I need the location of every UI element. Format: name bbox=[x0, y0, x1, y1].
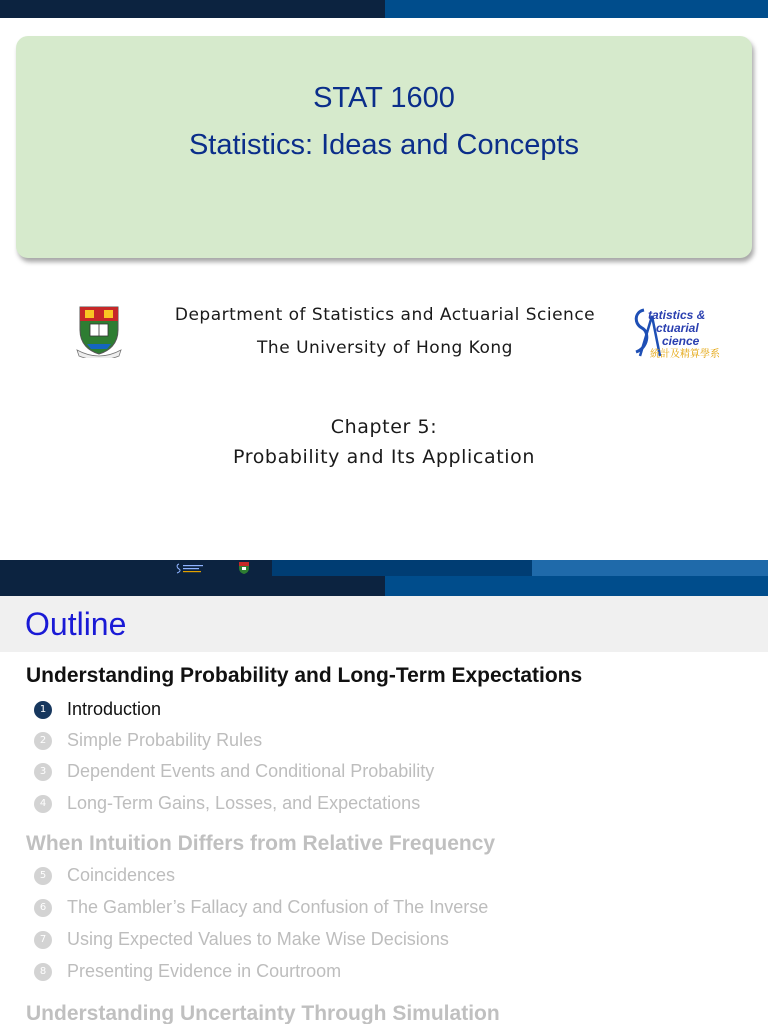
item-number-badge: 6 bbox=[34, 899, 52, 917]
svg-text:cience: cience bbox=[662, 334, 700, 348]
item-label: Simple Probability Rules bbox=[67, 730, 263, 750]
chapter-title: Probability and Its Application bbox=[232, 446, 535, 468]
item-number-badge: 3 bbox=[34, 763, 52, 781]
item-number-badge: 7 bbox=[34, 931, 52, 949]
item-label: Introduction bbox=[67, 699, 162, 719]
section-title: When Intuition Differs from Relative Frequency bbox=[26, 832, 496, 855]
section-title: Understanding Uncertainty Through Simulation bbox=[26, 1002, 500, 1024]
list-item bbox=[34, 699, 161, 720]
saas-logo-icon bbox=[630, 302, 752, 364]
list-item bbox=[34, 897, 488, 918]
mini-hku-crest-icon bbox=[238, 561, 250, 575]
list-item bbox=[34, 793, 420, 814]
list-item bbox=[34, 865, 175, 886]
department-name: Department of Statistics and Actuarial Science bbox=[174, 305, 596, 325]
slide-footer-strip bbox=[0, 560, 768, 576]
item-number-badge: 5 bbox=[34, 867, 52, 885]
list-item bbox=[34, 929, 449, 950]
course-name: Statistics: Ideas and Concepts bbox=[188, 129, 580, 161]
svg-text:統計及精算學系: 統計及精算學系 bbox=[650, 349, 720, 360]
item-number-badge: 2 bbox=[34, 732, 52, 750]
item-label: Presenting Evidence in Courtroom bbox=[67, 961, 342, 981]
section-title: Understanding Probability and Long-Term Expectations bbox=[26, 664, 583, 687]
item-number-badge: 8 bbox=[34, 963, 52, 981]
item-number-badge: 4 bbox=[34, 795, 52, 813]
course-code: STAT 1600 bbox=[313, 82, 455, 114]
mini-saas-logo-icon bbox=[176, 562, 206, 574]
chapter-number: Chapter 5: bbox=[330, 416, 438, 438]
item-label: The Gambler’s Fallacy and Confusion of The Inverse bbox=[67, 897, 489, 917]
hku-crest-icon bbox=[75, 304, 123, 358]
university-name: The University of Hong Kong bbox=[257, 338, 513, 358]
list-item bbox=[34, 961, 341, 982]
item-label: Dependent Events and Conditional Probability bbox=[67, 761, 435, 781]
top-accent-bar bbox=[0, 0, 768, 18]
item-label: Long-Term Gains, Losses, and Expectations bbox=[67, 793, 421, 813]
outline-slide bbox=[0, 576, 768, 1024]
course-title-box bbox=[16, 36, 752, 258]
list-item bbox=[34, 730, 262, 751]
outline-heading: Outline bbox=[25, 606, 127, 642]
svg-text:ctuarial: ctuarial bbox=[656, 321, 699, 335]
item-label: Using Expected Values to Make Wise Decisions bbox=[67, 929, 449, 949]
list-item bbox=[34, 761, 434, 782]
top-accent-bar bbox=[0, 576, 768, 596]
item-number-badge: 1 bbox=[34, 701, 52, 719]
item-label: Coincidences bbox=[67, 865, 176, 885]
svg-text:tatistics &: tatistics & bbox=[648, 308, 706, 322]
